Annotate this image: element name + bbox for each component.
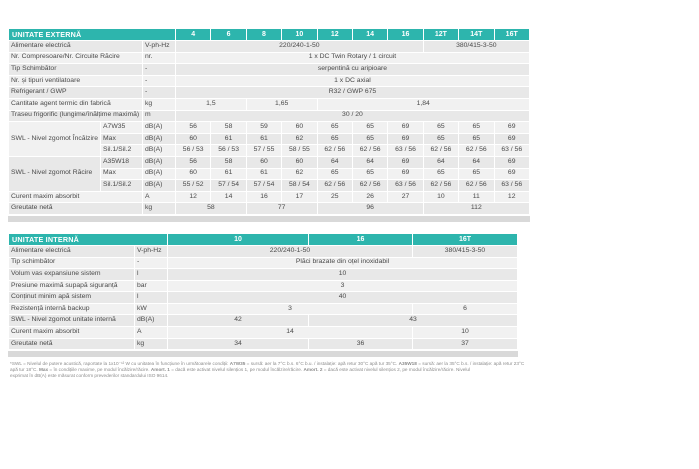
column-header: 10 xyxy=(282,29,316,40)
table-row xyxy=(9,258,517,269)
cell-value: 65 xyxy=(459,134,493,145)
footnote-segment: *SWL = Nivelul de putere acustică, raportate la 1x10⁻¹² W cu unitatea în funcțiune în următoarele condiții: xyxy=(10,361,230,367)
row-label: Alimentare electrică xyxy=(9,246,134,257)
cell-value: 69 xyxy=(388,157,422,168)
table-row xyxy=(9,281,517,292)
row-label: Rezistență internă backup xyxy=(9,304,134,315)
column-header: 16T xyxy=(413,234,517,245)
column-header: 4 xyxy=(176,29,210,40)
row-unit: A xyxy=(143,192,175,203)
footnote xyxy=(8,361,530,378)
external-unit-table-block xyxy=(8,28,530,222)
row-sublabel: Max xyxy=(101,169,142,180)
tables-area xyxy=(8,28,530,379)
internal-table-bottom-strip xyxy=(8,351,518,357)
cell-value: 62 / 56 xyxy=(318,180,352,191)
cell-value: Plăci brazate din oțel inoxidabil xyxy=(168,258,517,269)
cell-value: 60 xyxy=(176,169,210,180)
cell-value: 56 xyxy=(176,122,210,133)
table-row xyxy=(9,339,517,350)
cell-value: 69 xyxy=(388,169,422,180)
column-header: 14 xyxy=(353,29,387,40)
cell-value: 64 xyxy=(353,157,387,168)
cell-value: 58 xyxy=(211,122,245,133)
cell-value: 62 / 56 xyxy=(353,145,387,156)
cell-value: 65 xyxy=(353,122,387,133)
table-row xyxy=(9,111,529,122)
table-row xyxy=(9,53,529,64)
cell-value: 30 / 20 xyxy=(176,111,529,122)
footnote-line xyxy=(10,373,530,379)
footnote-segment: = în condițiile maxime, pe modul încălzire/răcire. xyxy=(48,367,151,373)
cell-value: 10 xyxy=(413,327,517,338)
row-label: Alimentare electrică xyxy=(9,41,142,52)
column-header: 8 xyxy=(247,29,281,40)
cell-value: 62 / 56 xyxy=(459,180,493,191)
row-label: Greutate netă xyxy=(9,203,142,214)
cell-value: 36 xyxy=(309,339,412,350)
cell-value: 43 xyxy=(309,315,517,326)
row-unit: - xyxy=(143,76,175,87)
table-row xyxy=(9,76,529,87)
cell-value: 65 xyxy=(459,122,493,133)
cell-value: 58 / 55 xyxy=(282,145,316,156)
cell-value: 63 / 56 xyxy=(388,180,422,191)
cell-value: 60 xyxy=(176,134,210,145)
row-unit: V-ph-Hz xyxy=(143,41,175,52)
table-row xyxy=(9,292,517,303)
row-unit: - xyxy=(143,64,175,75)
external-unit-table xyxy=(8,28,530,215)
cell-value: 16 xyxy=(247,192,281,203)
table-row xyxy=(9,246,517,257)
cell-value: 69 xyxy=(388,134,422,145)
row-label: Presiune maximă supapă siguranță xyxy=(9,281,134,292)
cell-value: 65 xyxy=(353,134,387,145)
cell-value: 69 xyxy=(495,134,529,145)
cell-value: 60 xyxy=(247,157,281,168)
cell-value: 56 xyxy=(176,157,210,168)
cell-value: 17 xyxy=(282,192,316,203)
row-unit: l xyxy=(135,269,167,280)
row-unit: nr. xyxy=(143,53,175,64)
cell-value: 62 / 56 xyxy=(318,145,352,156)
table-row xyxy=(9,327,517,338)
row-label: SWL - Nivel zgomot unitate internă xyxy=(9,315,134,326)
row-label: Traseu frigorific (lungime/înălțime maximă) xyxy=(9,111,142,122)
cell-value: 10 xyxy=(168,269,517,280)
cell-value: 220/240-1-50 xyxy=(168,246,412,257)
cell-value: 64 xyxy=(424,157,458,168)
cell-value: 59 xyxy=(247,122,281,133)
cell-value: 55 / 52 xyxy=(176,180,210,191)
cell-value: 25 xyxy=(318,192,352,203)
cell-value: 57 / 55 xyxy=(247,145,281,156)
table-row xyxy=(9,203,529,214)
cell-value: 380/415-3-50 xyxy=(424,41,529,52)
cell-value: 62 / 56 xyxy=(353,180,387,191)
cell-value: 37 xyxy=(413,339,517,350)
row-unit: kg xyxy=(135,339,167,350)
footnote-segment: A35W18 xyxy=(398,361,417,367)
footnote-segment: = sursă: aer la 35°C b.s. / instalație: apă retur 23°C xyxy=(416,361,525,367)
cell-value: 65 xyxy=(424,169,458,180)
cell-value: 11 xyxy=(459,192,493,203)
table-title: UNITATE EXTERNĂ xyxy=(9,29,175,40)
cell-value: 12 xyxy=(495,192,529,203)
cell-value: 56 / 53 xyxy=(211,145,245,156)
row-label: Refrigerant / GWP xyxy=(9,87,142,98)
cell-value: 42 xyxy=(168,315,308,326)
cell-value: 27 xyxy=(388,192,422,203)
cell-value: 1,84 xyxy=(318,99,529,110)
cell-value: 380/415-3-50 xyxy=(413,246,517,257)
cell-value: 112 xyxy=(424,203,529,214)
cell-value: 65 xyxy=(424,122,458,133)
cell-value: 1,65 xyxy=(247,99,317,110)
cell-value: 61 xyxy=(247,134,281,145)
cell-value: 62 / 56 xyxy=(424,145,458,156)
row-label: Tip Schimbător xyxy=(9,64,142,75)
row-label: Tip schimbător xyxy=(9,258,134,269)
internal-unit-table-block xyxy=(8,233,518,357)
cell-value: 58 / 54 xyxy=(282,180,316,191)
cell-value: 69 xyxy=(495,157,529,168)
cell-value: 34 xyxy=(168,339,308,350)
cell-value: 14 xyxy=(168,327,412,338)
cell-value: 96 xyxy=(318,203,423,214)
cell-value: 63 / 56 xyxy=(388,145,422,156)
cell-value: 64 xyxy=(318,157,352,168)
cell-value: 57 / 54 xyxy=(247,180,281,191)
row-label: Nr. și tipuri ventilatoare xyxy=(9,76,142,87)
row-label: Cantitate agent termic din fabrică xyxy=(9,99,142,110)
cell-value: 62 xyxy=(282,134,316,145)
table-row xyxy=(9,315,517,326)
row-unit: dB(A) xyxy=(143,169,175,180)
cell-value: 65 xyxy=(318,169,352,180)
footnote-segment: = dacă este activat nivelul silențios 2, pe modul încălzire/răcire. Nivelul xyxy=(322,367,471,373)
cell-value: 65 xyxy=(318,122,352,133)
external-table-bottom-strip xyxy=(8,216,530,222)
footnote-segment: = sursă: aer la 7°C b.s. 6°C b.u. / instalație: apă retur 30°C apă tur 35°C. xyxy=(245,361,399,367)
row-unit: kW xyxy=(135,304,167,315)
row-sublabel: Sil.1/Sil.2 xyxy=(101,145,142,156)
footnote-segment: Amort. 1 xyxy=(150,367,170,373)
table-row xyxy=(9,269,517,280)
row-unit: dB(A) xyxy=(143,134,175,145)
cell-value: 26 xyxy=(353,192,387,203)
cell-value: 57 / 54 xyxy=(211,180,245,191)
table-row xyxy=(9,41,529,52)
cell-value: 58 xyxy=(211,157,245,168)
cell-value: 3 xyxy=(168,304,412,315)
cell-value: 220/240-1-50 xyxy=(176,41,423,52)
cell-value: 1,5 xyxy=(176,99,246,110)
cell-value: 58 xyxy=(176,203,246,214)
footnote-segment: Max xyxy=(38,367,49,373)
cell-value: 1 x DC Twin Rotary / 1 circuit xyxy=(176,53,529,64)
cell-value: 14 xyxy=(211,192,245,203)
cell-value: 61 xyxy=(211,169,245,180)
cell-value: 3 xyxy=(168,281,517,292)
row-sublabel: Max xyxy=(101,134,142,145)
row-unit: - xyxy=(143,87,175,98)
table-title: UNITATE INTERNĂ xyxy=(9,234,167,245)
row-unit: m xyxy=(143,111,175,122)
row-unit: bar xyxy=(135,281,167,292)
row-label: Curent maxim absorbit xyxy=(9,327,134,338)
row-unit: kg xyxy=(143,203,175,214)
cell-value: 69 xyxy=(388,122,422,133)
cell-value: 62 / 56 xyxy=(459,145,493,156)
table-row xyxy=(9,157,529,168)
footnote-segment: = dacă este activat nivelul silențios 1, pe modul încălzire/răcire. xyxy=(169,367,304,373)
row-unit: dB(A) xyxy=(143,122,175,133)
footnote-segment: Amort. 2 xyxy=(303,367,323,373)
cell-value: 63 / 56 xyxy=(495,145,529,156)
table-row xyxy=(9,122,529,133)
cell-value: 63 / 56 xyxy=(495,180,529,191)
column-header: 12T xyxy=(424,29,458,40)
row-unit: kg xyxy=(143,99,175,110)
row-label: Volum vas expansiune sistem xyxy=(9,269,134,280)
column-header: 10 xyxy=(168,234,308,245)
row-unit: dB(A) xyxy=(143,157,175,168)
table-row xyxy=(9,192,529,203)
row-label: Greutate netă xyxy=(9,339,134,350)
table-row xyxy=(9,87,529,98)
column-header: 16 xyxy=(309,234,412,245)
cell-value: 6 xyxy=(413,304,517,315)
column-header: 6 xyxy=(211,29,245,40)
row-sublabel: A7W35 xyxy=(101,122,142,133)
row-label: Curent maxim absorbit xyxy=(9,192,142,203)
cell-value: 65 xyxy=(459,169,493,180)
row-label: SWL - Nivel zgomot Răcire xyxy=(9,157,100,191)
cell-value: 65 xyxy=(424,134,458,145)
cell-value: 69 xyxy=(495,122,529,133)
cell-value: 77 xyxy=(247,203,317,214)
internal-unit-table xyxy=(8,233,518,350)
row-unit: - xyxy=(135,258,167,269)
row-unit: V-ph-Hz xyxy=(135,246,167,257)
table-row xyxy=(9,99,529,110)
cell-value: 60 xyxy=(282,122,316,133)
cell-value: 56 / 53 xyxy=(176,145,210,156)
cell-value: 62 / 56 xyxy=(424,180,458,191)
cell-value: 65 xyxy=(318,134,352,145)
cell-value: 65 xyxy=(353,169,387,180)
row-label: Nr. Compresoare/Nr. Circuite Răcire xyxy=(9,53,142,64)
cell-value: 10 xyxy=(424,192,458,203)
column-header: 16 xyxy=(388,29,422,40)
column-header: 12 xyxy=(318,29,352,40)
row-unit: A xyxy=(135,327,167,338)
table-row xyxy=(9,64,529,75)
row-unit: l xyxy=(135,292,167,303)
cell-value: R32 / GWP 675 xyxy=(176,87,529,98)
cell-value: 60 xyxy=(282,157,316,168)
cell-value: 12 xyxy=(176,192,210,203)
cell-value: 69 xyxy=(495,169,529,180)
cell-value: 61 xyxy=(247,169,281,180)
row-label: SWL - Nivel zgomot Încălzire xyxy=(9,122,100,156)
row-label: Conținut minim apă sistem xyxy=(9,292,134,303)
cell-value: serpentină cu aripioare xyxy=(176,64,529,75)
cell-value: 1 x DC axial xyxy=(176,76,529,87)
cell-value: 64 xyxy=(459,157,493,168)
column-header: 14T xyxy=(459,29,493,40)
cell-value: 62 xyxy=(282,169,316,180)
row-sublabel: Sil.1/Sil.2 xyxy=(101,180,142,191)
footnote-segment: apă tur 18°C. xyxy=(10,367,39,373)
footnote-segment: A7W35 xyxy=(229,361,246,367)
row-sublabel: A35W18 xyxy=(101,157,142,168)
row-unit: dB(A) xyxy=(143,180,175,191)
cell-value: 61 xyxy=(211,134,245,145)
row-unit: dB(A) xyxy=(135,315,167,326)
footnote-segment: exprimat în dB(A) este măsurat conform prevederilor standardului ISO 9614. xyxy=(10,372,169,378)
column-header: 16T xyxy=(495,29,529,40)
table-row xyxy=(9,304,517,315)
cell-value: 40 xyxy=(168,292,517,303)
row-unit: dB(A) xyxy=(143,145,175,156)
